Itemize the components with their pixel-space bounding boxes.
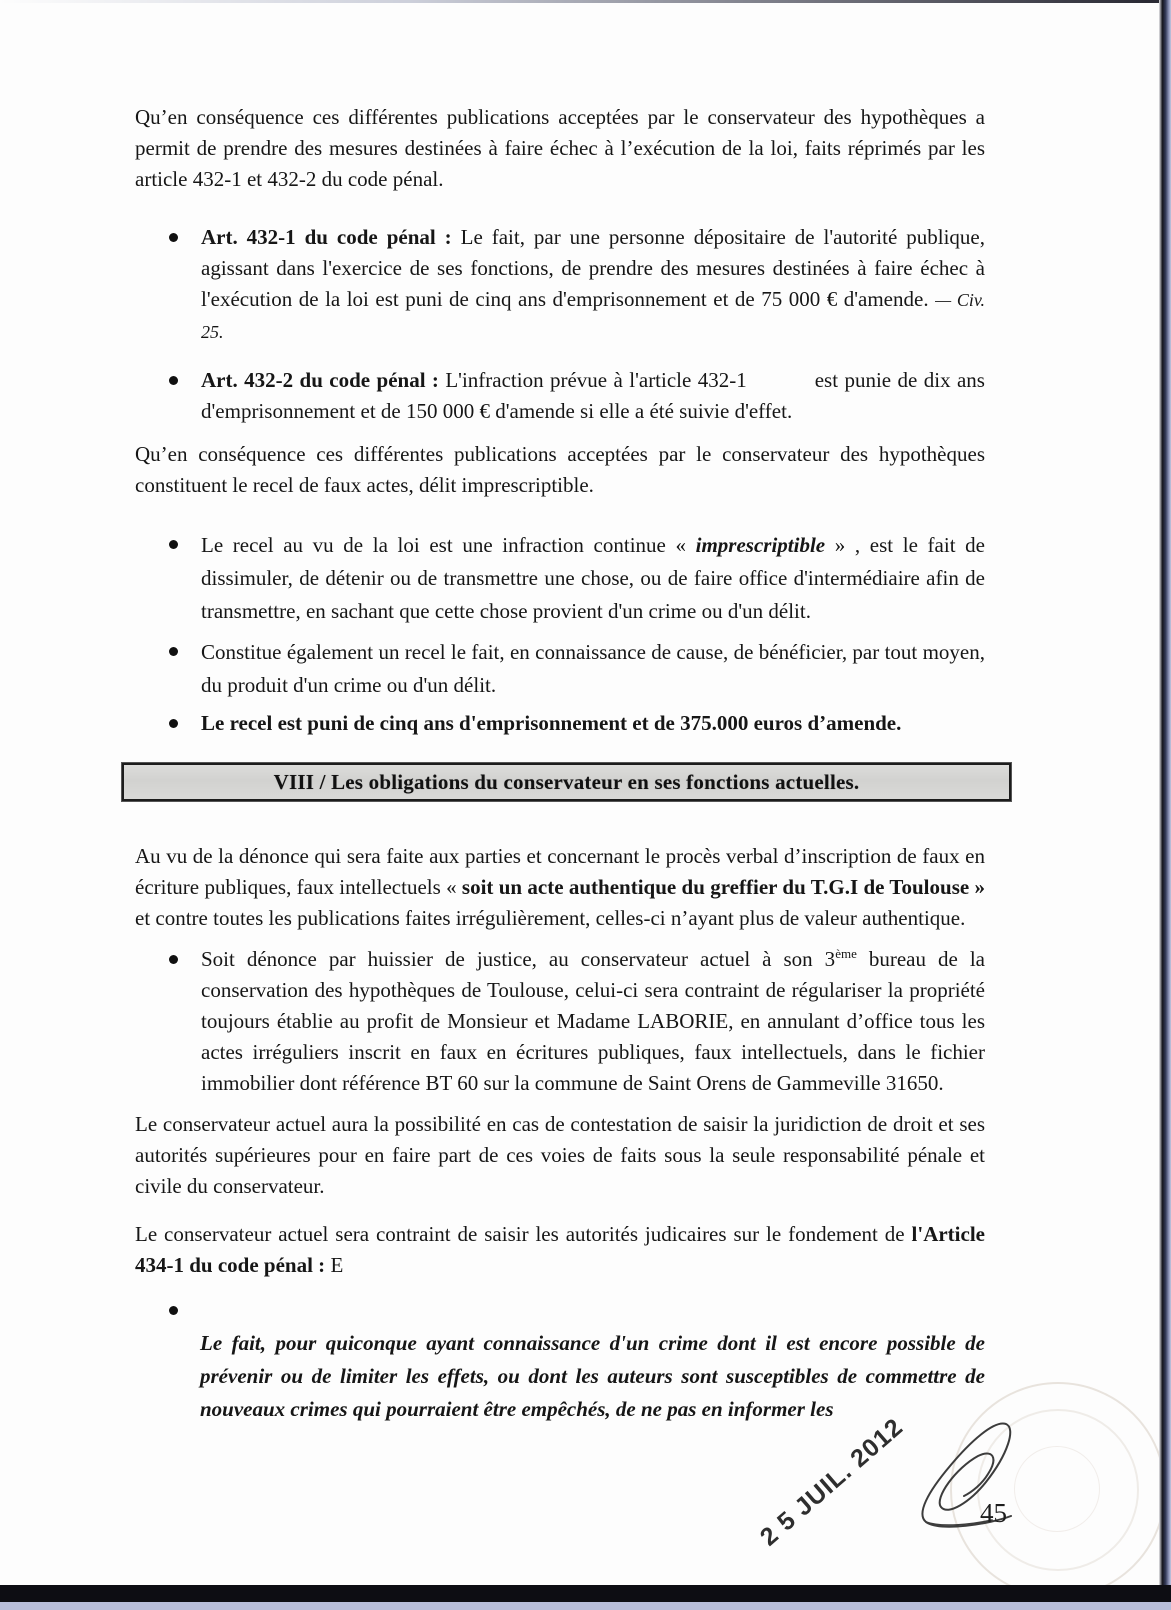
date-stamp: 2 5 JUIL. 2012 <box>754 1412 909 1552</box>
list-item-text <box>201 944 985 1099</box>
paragraph-denonce <box>135 841 985 934</box>
bold-article-reference: l'Article 434-1 du code pénal : <box>135 1222 985 1277</box>
list-item-text <box>201 365 985 427</box>
list-item-art-432-2 <box>135 365 985 427</box>
body-text: bureau de la conservation des hypothèques de Toulouse, celui-ci sera contraint de régulariser la propriété toujours établie au profit de Monsieur et Madame LABORIE, en annulant d’office tous les actes irréguliers inscrit en faux en écritures publiques, faux intellectuels, dans le fichier immobilier dont référence BT 60 sur la commune de Saint Orens de Gammeville 31650. <box>201 947 985 1095</box>
scan-edge-top <box>0 0 1171 3</box>
article-body: L'infraction prévue à l'article 432-1 <box>438 368 747 392</box>
bullet-icon <box>169 955 178 964</box>
body-text: Au vu de la dénonce qui sera faite aux parties et concernant le procès verbal d’inscription de faux en écriture publiques, faux intellectuels « <box>135 844 985 899</box>
bold-act-reference: soit un acte authentique du greffier du T.G.I de Toulouse » <box>461 875 986 899</box>
article-label: Art. 432-1 du code pénal : <box>201 225 452 249</box>
bullet-icon <box>169 540 178 549</box>
scan-edge-right <box>1159 0 1171 1610</box>
list-item-recel-also <box>135 636 985 702</box>
list-item-recel-definition <box>135 529 985 628</box>
list-item-art-432-1 <box>135 222 985 348</box>
list-item-text <box>201 529 985 628</box>
bullet-icon <box>169 376 178 385</box>
body-text: Soit dénonce par huissier de justice, au conservateur actuel à son 3 <box>201 947 836 971</box>
paragraph-consequence-2: Qu’en conséquence ces différentes publications acceptées par le conservateur des hypothèques constituent le recel de faux actes, délit imprescriptible. <box>135 442 985 497</box>
paragraph-consequence-1: Qu’en conséquence ces différentes publications acceptées par le conservateur des hypothèques a permit de prendre des mesures destinées à faire échec à l’exécution de la loi, faits réprimés par les article 432-1 et 432-2 du code pénal. <box>135 105 985 191</box>
quote-art-434-1: Le fait, pour quiconque ayant connaissance d'un crime dont il est encore possible de prévenir ou de limiter les effets, ou dont les auteurs sont susceptibles de commettre de nouveaux crimes qui pourraient être empêchés, de ne pas en informer les <box>200 1331 985 1421</box>
list-item-recel-penalty <box>135 708 985 739</box>
list-item-huissier <box>135 944 985 1099</box>
body-text: Le recel au vu de la loi est une infraction continue « <box>201 533 696 557</box>
penalty-text: Le recel est puni de cinq ans d'emprisonnement et de 375.000 euros d’amende. <box>201 711 902 735</box>
article-body: Le fait, par une personne dépositaire de l'autorité publique, agissant dans l'exercice de ses fonctions, de prendre des mesures destinées à faire échec à l'exécution de la loi est puni de cinq ans d'emprisonnement et de 75 000 € d'amende. <box>201 225 985 311</box>
page-number: 45 <box>980 1498 1007 1528</box>
body-text: » , est le fait de dissimuler, de détenir ou de transmettre une chose, ou de faire office d'intermédiaire afin de transmettre, en sachant que cette chose provient d'un crime ou d'un délit. <box>201 533 985 623</box>
bullet-icon <box>169 233 178 242</box>
emphasized-term: imprescriptible <box>695 533 826 557</box>
section-heading: VIII / Les obligations du conservateur en ses fonctions actuelles. <box>273 769 860 794</box>
paragraph-fondement <box>135 1219 985 1281</box>
scan-edge-bottom-outer <box>0 1602 1171 1610</box>
bullet-icon <box>169 647 178 656</box>
scan-edge-bottom <box>0 1585 1171 1602</box>
list-item-text <box>201 708 985 739</box>
citation: — Civ. 25. <box>201 290 985 342</box>
round-stamp-watermark-core <box>1014 1446 1100 1532</box>
paragraph-possibilite: Le conservateur actuel aura la possibilité en cas de contestation de saisir la juridiction de droit et ses autorités supérieures pour en faire part de ces voies de faits sous la seule responsabilité pénale et civile du conservateur. <box>135 1112 985 1198</box>
list-item-empty <box>135 1295 985 1315</box>
body-text: et contre toutes les publications faites irrégulièrement, celles-ci n’ayant plus de valeur authentique. <box>135 906 966 930</box>
body-text: Le conservateur actuel sera contraint de saisir les autorités judicaires sur le fondement de <box>135 1222 912 1246</box>
ordinal-superscript: ème <box>835 946 857 961</box>
section-heading-bar <box>122 763 1011 801</box>
list-item-text <box>201 222 985 348</box>
article-body: est punie de dix ans d'emprisonnement et de 150 000 € d'amende si elle a été suivie d'effet. <box>201 368 985 423</box>
list-item-text: Constitue également un recel le fait, en connaissance de cause, de bénéficier, par tout moyen, du produit d'un crime ou d'un délit. <box>201 640 985 697</box>
body-text: E <box>325 1253 344 1277</box>
bullet-icon <box>169 1306 178 1315</box>
bullet-icon <box>169 719 178 728</box>
signature <box>912 1412 1024 1538</box>
article-label: Art. 432-2 du code pénal : <box>201 368 439 392</box>
